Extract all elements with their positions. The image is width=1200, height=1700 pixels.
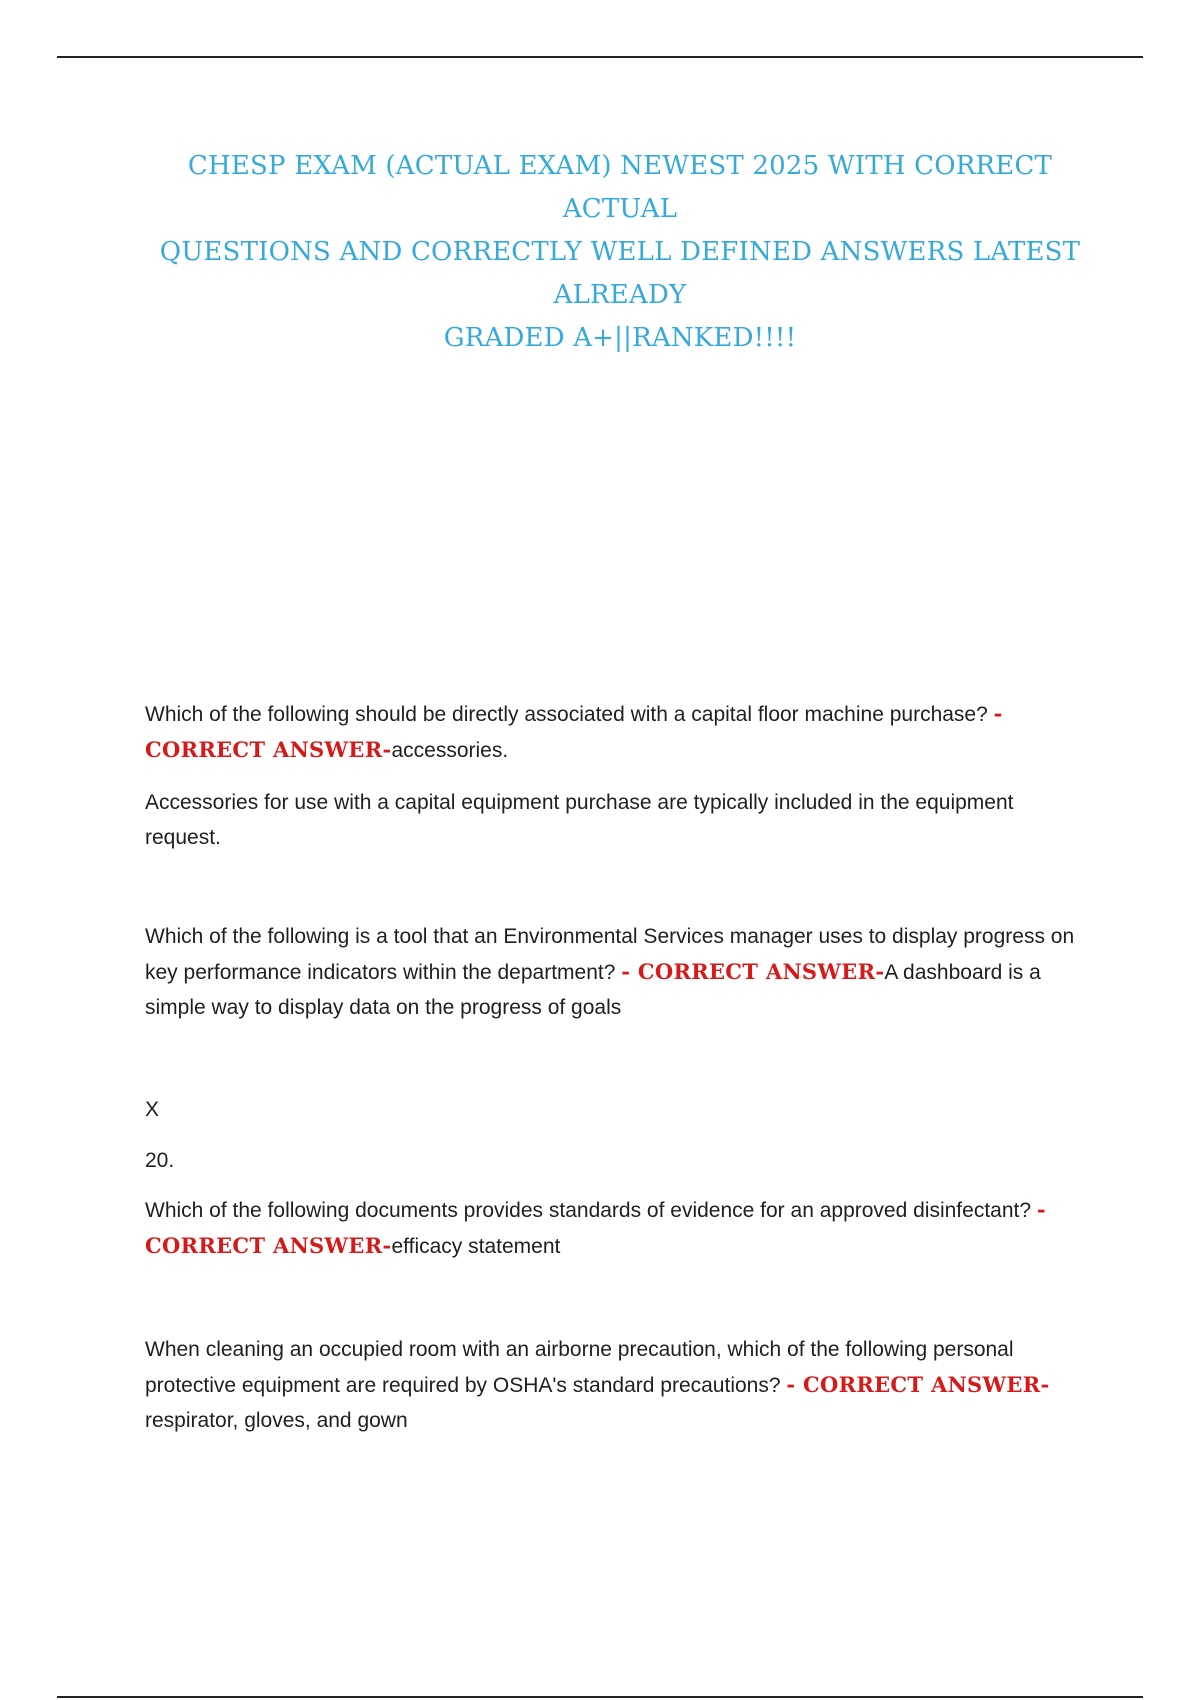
qa-item-4 bbox=[145, 1332, 1095, 1438]
title-line-2: QUESTIONS AND CORRECTLY WELL DEFINED ANSWERS LATEST ALREADY bbox=[159, 237, 1081, 310]
answer-text: accessories. bbox=[391, 739, 509, 762]
answer-text: respirator, gloves, and gown bbox=[145, 1409, 408, 1432]
question-number bbox=[145, 1143, 1095, 1178]
bottom-rule bbox=[57, 1696, 1143, 1698]
top-rule bbox=[57, 56, 1143, 58]
qa-item-1 bbox=[145, 696, 1095, 768]
qa-paragraph bbox=[145, 1192, 1095, 1264]
question-text: When cleaning an occupied room with an airborne precaution, which of the following personal protective equipment are required by OSHA's standard precautions? bbox=[145, 1338, 1014, 1397]
qa-item-2 bbox=[145, 919, 1095, 1025]
explanation-text: Accessories for use with a capital equipment purchase are typically included in the equipment request. bbox=[145, 791, 1014, 849]
correct-answer-marker: - CORRECT ANSWER- bbox=[621, 959, 885, 984]
question-text: Which of the following should be directly associated with a capital floor machine purchase? bbox=[145, 703, 994, 726]
qa-paragraph bbox=[145, 919, 1095, 1025]
title-line-3: GRADED A+||RANKED!!!! bbox=[443, 323, 797, 353]
qa-item-3 bbox=[145, 1192, 1095, 1264]
x-mark bbox=[145, 1092, 1095, 1127]
qa-item-1-explanation bbox=[145, 785, 1095, 855]
correct-answer-marker: - CORRECT ANSWER- bbox=[145, 1197, 1046, 1258]
question-text: Which of the following documents provides standards of evidence for an approved disinfectant? bbox=[145, 1199, 1037, 1222]
question-number-text: 20. bbox=[145, 1149, 175, 1172]
answer-text: efficacy statement bbox=[391, 1235, 561, 1258]
qa-paragraph bbox=[145, 1332, 1095, 1438]
correct-answer-marker: - CORRECT ANSWER- bbox=[786, 1372, 1050, 1397]
question-text: Which of the following is a tool that an Environmental Services manager uses to display progress on key performance indicators within the department? bbox=[145, 925, 1075, 984]
title-line-1: CHESP EXAM (ACTUAL EXAM) NEWEST 2025 WITH CORRECT ACTUAL bbox=[187, 151, 1053, 224]
x-mark-text: X bbox=[145, 1098, 160, 1121]
document-title bbox=[140, 145, 1100, 360]
answer-text: A dashboard is a simple way to display data on the progress of goals bbox=[145, 961, 1041, 1019]
correct-answer-marker: - CORRECT ANSWER- bbox=[145, 701, 1003, 762]
qa-paragraph bbox=[145, 696, 1095, 768]
